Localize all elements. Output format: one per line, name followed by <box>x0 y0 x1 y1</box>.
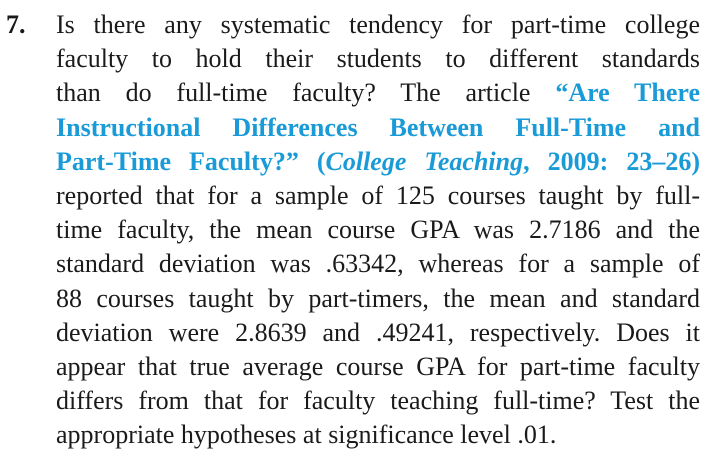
problem-line-6: reported that for a sample of 125 courses taught by full- <box>56 180 700 210</box>
problem-line-3 <box>56 76 700 110</box>
problem-line-8: standard deviation was .63342, whereas for a sample of <box>56 249 700 279</box>
problem-line-1: Is there any systematic tendency for part-time college <box>56 10 700 39</box>
problem-number: 7. <box>6 10 26 39</box>
problem-line-2: faculty to hold their students to different standards <box>56 44 700 74</box>
citation-title-end: Part-Time Faculty?” ( <box>56 146 326 176</box>
problem-line-9: 88 courses taught by part-timers, the mean and standard <box>56 283 700 313</box>
problem-line-13: appropriate hypotheses at significance level .01. <box>56 420 557 450</box>
problem-line-10: deviation were 2.8639 and .49241, respectively. Does it <box>56 317 700 347</box>
citation-title-line: Instructional Differences Between Full-Time and <box>56 112 700 142</box>
problem-text <box>56 8 700 452</box>
citation-details: , 2009: 23–26) <box>523 146 700 176</box>
problem-line-11: appear that true average course GPA for part-time faculty <box>56 351 700 381</box>
problem-line-7: time faculty, the mean course GPA was 2.7186 and the <box>56 215 700 245</box>
problem-line-3-text: than do full-time faculty? The article <box>56 78 531 108</box>
citation-line-2 <box>56 145 700 179</box>
problem-line-12: differs from that for faculty teaching full-time? Test the <box>56 386 700 416</box>
citation-open: “Are There <box>555 78 700 108</box>
citation-journal: College Teaching <box>325 146 524 176</box>
